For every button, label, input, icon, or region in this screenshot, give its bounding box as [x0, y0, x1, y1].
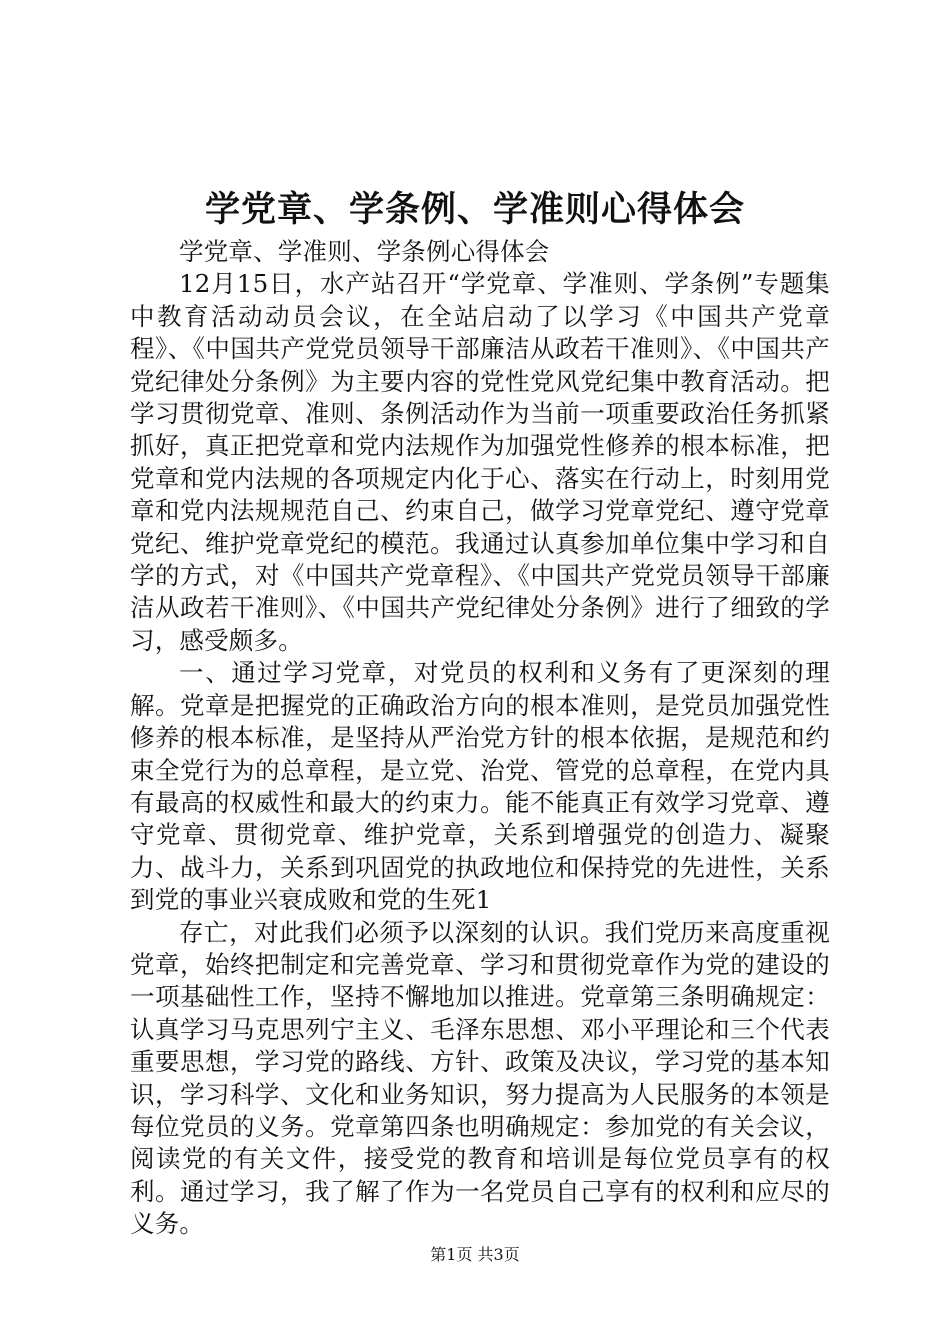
section-one-paragraph: 一、通过学习党章，对党员的权利和义务有了更深刻的理解。党章是把握党的正确政治方向的根本准则，是党员加强党性修养的根本标准，是坚持从严治党方针的根本依据，是规范和约束全党行为的总章程，是立党、治党、管党的总章程，在党内具有最高的权威性和最大的约束力。能不能真正有效学习党章、遵守党章、贯彻党章、维护党章，关系到增强党的创造力、凝聚力、战斗力，关系到巩固党的执政地位和保持党的先进性，关系到党的事业兴衰成败和党的生死1: [130, 658, 830, 915]
document-title: 学党章、学条例、学准则心得体会: [204, 189, 745, 230]
subtitle-paragraph: 学党章、学准则、学条例心得体会: [179, 237, 550, 266]
page-number-footer: 第1页 共3页: [430, 1245, 520, 1264]
intro-paragraph: 12月15日，水产站召开“学党章、学准则、学条例”专题集中教育活动动员会议，在全站启动了以学习《中国共产党章程》、《中国共产党党员领导干部廉洁从政若干准则》、《中国共产党纪律处分条例》为主要内容的党性党风党纪集中教育活动。把学习贯彻党章、准则、条例活动作为当前一项重要政治任务抓紧抓好，真正把党章和党内法规作为加强党性修养的根本标准，把党章和党内法规的各项规定内化于心、落实在行动上，时刻用党章和党内法规规范自己、约束自己，做学习党章党纪、遵守党章党纪、维护党章党纪的模范。我通过认真参加单位集中学习和自学的方式，对《中国共产党章程》、《中国共产党党员领导干部廉洁从政若干准则》、《中国共产党纪律处分条例》进行了细致的学习，感受颇多。: [130, 269, 830, 655]
continuation-paragraph: 存亡，对此我们必须予以深刻的认识。我们党历来高度重视党章，始终把制定和完善党章、学习和贯彻党章作为党的建设的一项基础性工作，坚持不懈地加以推进。党章第三条明确规定：认真学习马克思列宁主义、毛泽东思想、邓小平理论和三个代表重要思想，学习党的路线、方针、政策及决议，学习党的基本知识，学习科学、文化和业务知识，努力提高为人民服务的本领是每位党员的义务。党章第四条也明确规定：参加党的有关会议，阅读党的有关文件，接受党的教育和培训是每位党员享有的权利。通过学习，我了解了作为一名党员自己享有的权利和应尽的义务。: [130, 917, 830, 1239]
document-body: [130, 236, 830, 1241]
